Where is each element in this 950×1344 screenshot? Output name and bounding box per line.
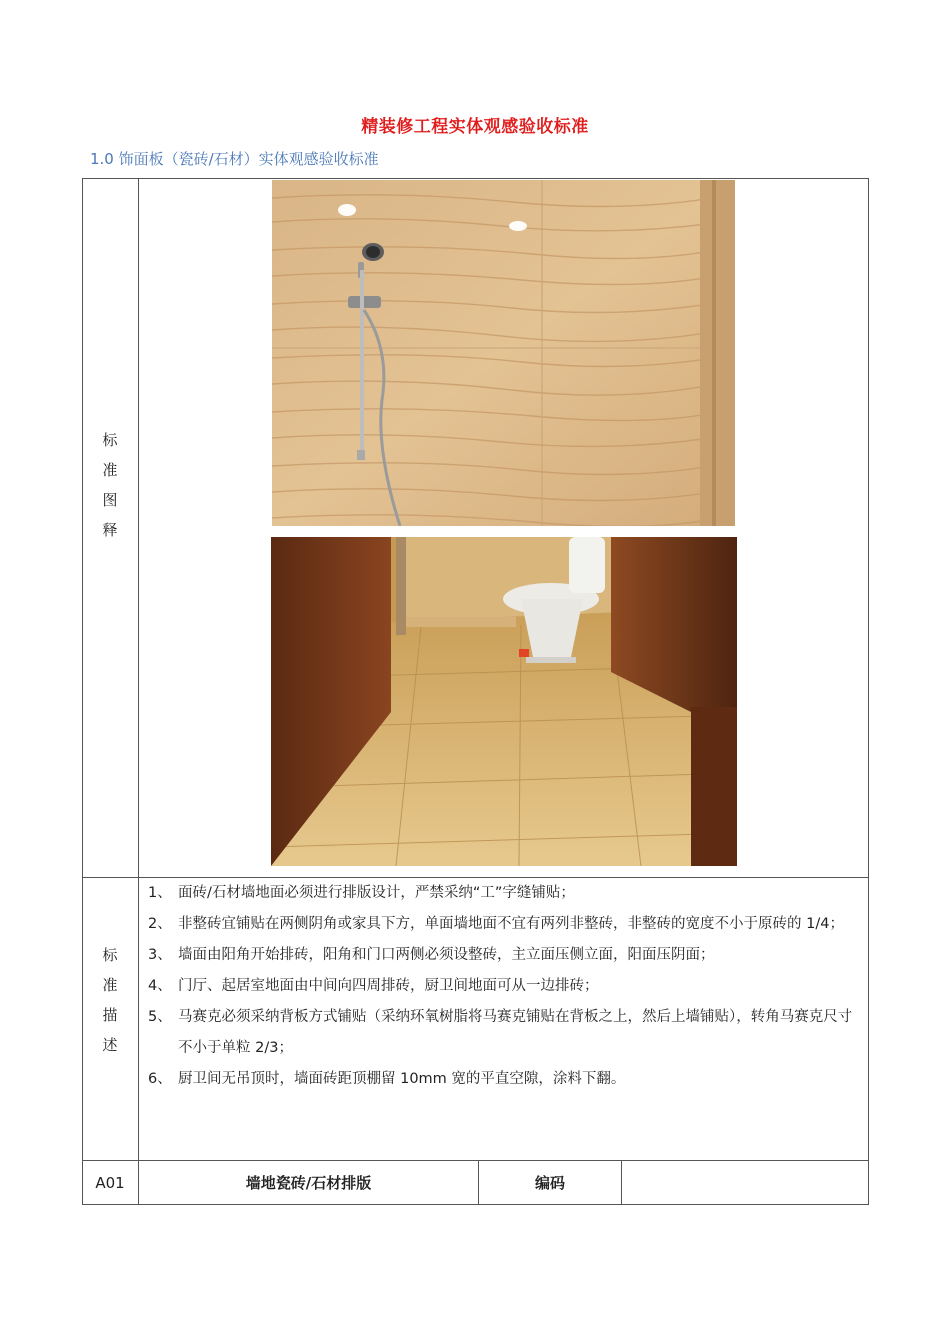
item-number: 2、: [148, 916, 172, 932]
label-char: 释: [102, 521, 118, 539]
illustration-label: [82, 425, 138, 545]
shower-wall-photo: [272, 180, 735, 526]
label-char: 准: [102, 976, 118, 994]
section-heading: 1.0 饰面板（瓷砖/石材）实体观感验收标准: [90, 150, 379, 168]
item-number: 3、: [148, 947, 172, 963]
list-item: [148, 1064, 860, 1095]
item-number: 1、: [148, 885, 172, 901]
label-char: 述: [102, 1036, 118, 1054]
footer-code-label: 编码: [534, 1174, 565, 1192]
label-char: 描: [102, 1006, 118, 1024]
label-column-divider: [138, 178, 139, 1205]
list-item: [148, 1002, 860, 1064]
label-char: 图: [102, 491, 118, 509]
footer-code-value: A01: [95, 1174, 125, 1192]
label-char: 准: [102, 461, 118, 479]
item-text: 门厅、起居室地面由中间向四周排砖，厨卫间地面可从一边排砖；: [178, 978, 599, 994]
description-list: [148, 878, 860, 1095]
label-char: 标: [102, 431, 118, 449]
item-text: 马赛克必须采纳背板方式铺贴（采纳环氧树脂将马赛克铺贴在背板之上，然后上墙铺贴），转角马赛克尺寸不小于单粒 2/3；: [178, 1009, 853, 1056]
list-item: [148, 878, 860, 909]
item-number: 6、: [148, 1071, 172, 1087]
bathroom-floor-photo: [271, 537, 737, 866]
label-char: 标: [102, 946, 118, 964]
list-item: [148, 940, 860, 971]
footer-code-field: [622, 1161, 868, 1205]
item-text: 面砖/石材墙地面必须进行排版设计，严禁采纳“工”字缝铺贴；: [178, 885, 575, 901]
list-item: [148, 909, 860, 940]
item-text: 厨卫间无吊顶时，墙面砖距顶棚留 10mm 宽的平直空隙，涂料下翻。: [178, 1071, 626, 1087]
item-text: 非整砖宜铺贴在两侧阴角或家具下方，单面墙地面不宜有两列非整砖，非整砖的宽度不小于原砖的 1/4；: [178, 916, 844, 932]
footer-item-name: 墙地瓷砖/石材排版: [245, 1174, 372, 1192]
item-text: 墙面由阳角开始排砖，阳角和门口两侧必须设整砖，主立面压侧立面，阳面压阴面；: [178, 947, 715, 963]
list-item: [148, 971, 860, 1002]
document-title: 精装修工程实体观感验收标准: [361, 117, 589, 137]
item-number: 4、: [148, 978, 172, 994]
description-label: [82, 940, 138, 1060]
item-number: 5、: [148, 1009, 172, 1025]
